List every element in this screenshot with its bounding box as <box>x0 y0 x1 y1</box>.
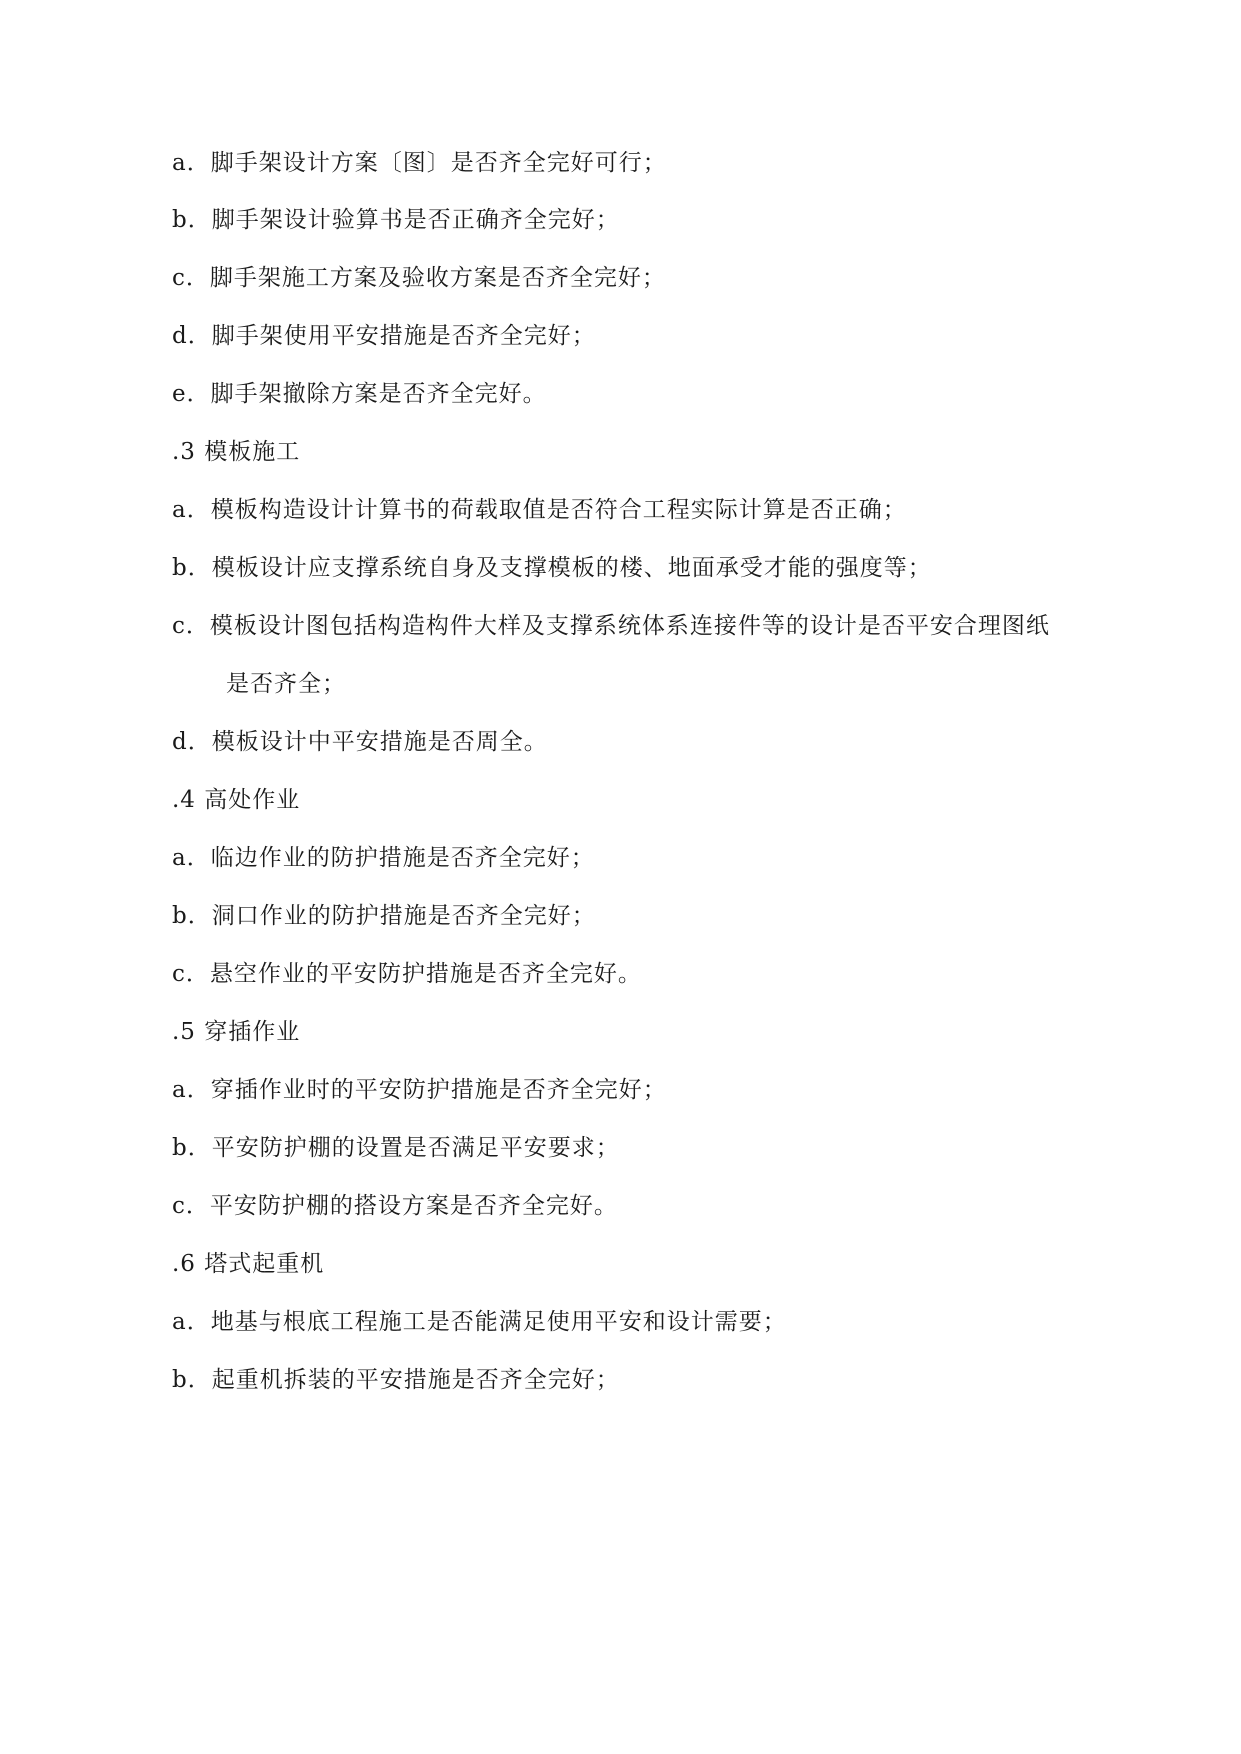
item-c-scaffold-construction: c．脚手架施工方案及验收方案是否齐全完好； <box>172 265 666 291</box>
item-b-formwork-support: b．模板设计应支撑系统自身及支撑模板的楼、地面承受才能的强度等； <box>172 555 932 581</box>
section-heading-cross-work: .5 穿插作业 <box>172 1019 301 1045</box>
item-b-protective-shed-setup: b．平安防护棚的设置是否满足平安要求； <box>172 1135 620 1161</box>
section-heading-tower-crane: .6 塔式起重机 <box>172 1251 325 1277</box>
item-b-opening-work: b．洞口作业的防护措施是否齐全完好； <box>172 903 596 929</box>
item-a-formwork-load: a．模板构造设计计算书的荷载取值是否符合工程实际计算是否正确； <box>172 497 907 523</box>
item-a-edge-work: a．临边作业的防护措施是否齐全完好； <box>172 845 595 871</box>
item-b-scaffold-calculation: b．脚手架设计验算书是否正确齐全完好； <box>172 207 620 233</box>
item-d-scaffold-safety: d．脚手架使用平安措施是否齐全完好； <box>172 323 596 349</box>
item-e-scaffold-removal: e．脚手架撤除方案是否齐全完好。 <box>172 381 547 407</box>
item-c-protective-shed-plan: c．平安防护棚的搭设方案是否齐全完好。 <box>172 1193 618 1219</box>
item-c-suspended-work: c．悬空作业的平安防护措施是否齐全完好。 <box>172 961 642 987</box>
item-a-crane-foundation: a．地基与根底工程施工是否能满足使用平安和设计需要； <box>172 1309 787 1335</box>
section-heading-formwork: .3 模板施工 <box>172 439 301 465</box>
item-c-formwork-drawings: c．模板设计图包括构造构件大样及支撑系统体系连接件等的设计是否平安合理图纸 <box>172 613 1050 639</box>
item-a-scaffold-design: a．脚手架设计方案〔图〕是否齐全完好可行； <box>172 150 667 176</box>
item-b-crane-assembly-safety: b．起重机拆装的平安措施是否齐全完好； <box>172 1367 620 1393</box>
item-c-formwork-drawings-continued: 是否齐全； <box>226 671 346 697</box>
item-a-cross-work-protection: a．穿插作业时的平安防护措施是否齐全完好； <box>172 1077 667 1103</box>
section-heading-work-at-height: .4 高处作业 <box>172 787 301 813</box>
item-d-formwork-safety: d．模板设计中平安措施是否周全。 <box>172 729 548 755</box>
